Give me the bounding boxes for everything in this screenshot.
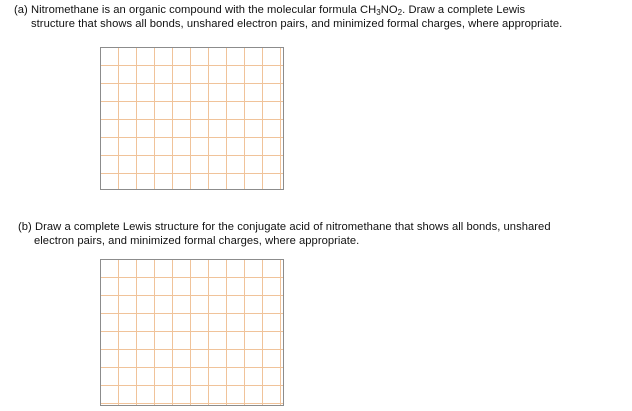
question-a-text-end: . Draw a complete Lewis <box>402 4 526 16</box>
question-a-line-2: structure that shows all bonds, unshared electron pairs, and minimized formal charges, where appropriate. <box>31 18 563 30</box>
question-a <box>14 3 562 31</box>
question-b-line-2: electron pairs, and minimized formal charges, where appropriate. <box>34 235 360 247</box>
question-a-text: Nitromethane is an organic compound with the molecular formula CH <box>27 4 377 16</box>
question-b-text: Draw a complete Lewis structure for the conjugate acid of nitromethane that shows all bonds, unshared <box>31 221 551 233</box>
subscript-3: 3 <box>376 8 381 17</box>
question-a-label: (a) <box>14 4 28 16</box>
drawing-grid-a[interactable] <box>100 47 284 190</box>
drawing-grid-b[interactable] <box>100 259 284 406</box>
question-a-text-no: NO <box>380 4 398 16</box>
question-b <box>18 220 551 248</box>
question-b-label: (b) <box>18 221 32 233</box>
subscript-2: 2 <box>397 8 403 17</box>
